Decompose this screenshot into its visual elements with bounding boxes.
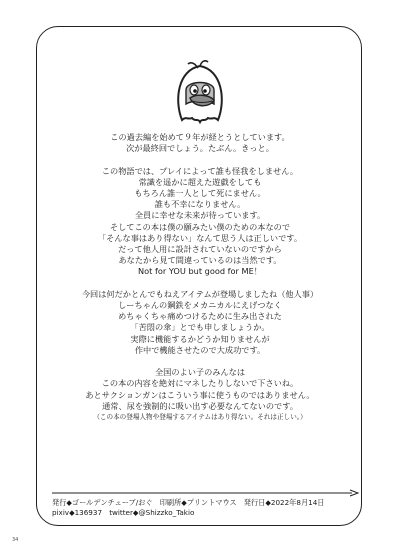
mascot-ghost-icon	[168, 60, 232, 128]
text-line: そしてこの本は僕の願みたい僕のための本なので	[109, 221, 291, 232]
text-line: この物語では、プレイによって誰も怪我をしません。	[101, 165, 299, 176]
text-line: 「そんな事はあり得ない」なんて思う人は正しいです。	[97, 232, 303, 243]
text-line: だって他人用に設計されていないのですから	[118, 244, 282, 255]
colophon-contact-line: pixiv◆136937 twitter◆@Shizzko_Takio	[52, 508, 195, 517]
text-line: 作中で機能させたので大成功です。	[134, 344, 266, 355]
text-line: あなたから見て間違っているのは当然です。	[118, 255, 282, 266]
text-line: この過去編を始めて９年が経とうとしています。	[110, 132, 290, 142]
text-line: 通常、尿を強制的に吸い出す必要なんてないのです。	[102, 400, 298, 411]
text-line: 誰も不幸になりません。	[154, 199, 246, 210]
text-line: 次が最終回でしょう。たぶん。きっと。	[126, 143, 274, 154]
colophon-publisher-line: 発行◆ゴールデンチューブ/おぐ 印刷所◆プリントマウス 発行日◆2022年8月14日	[52, 498, 325, 507]
text-line: もちろん誰一人として死にません。	[134, 188, 266, 198]
text-line: 実際に機能するかどうか知りませんが	[130, 333, 270, 344]
text-line: めちゃくちゃ痛めつけるために生み出された	[118, 311, 282, 322]
text-line: あとサクションガンはこういう事に使うものではありません。	[85, 389, 315, 400]
text-line: しーちゃんの鋼鉄をメカニカルにえげつなく	[118, 300, 282, 311]
divider-arrow-icon	[52, 489, 362, 497]
paragraph-1	[40, 132, 360, 154]
paragraph-2	[40, 166, 360, 278]
paragraph-3	[40, 289, 360, 356]
text-line: 全国のよい子のみんなは	[154, 367, 246, 378]
text-line: 「苦悶の傘」とでも申しましょうか。	[130, 322, 270, 333]
text-line: 今回は何だかとんでもねえアイテムが登場しましたね（他人事）	[81, 288, 319, 299]
paragraph-4	[40, 367, 360, 422]
page-number: 34	[12, 537, 19, 543]
text-line: 全員に幸せな未来が待っています。	[134, 210, 266, 221]
afterword-text	[40, 132, 360, 433]
colophon	[52, 498, 362, 518]
text-line: 常識を遥かに超えた遊戯をしても	[138, 176, 262, 187]
text-line: Not for YOU but good for ME！	[138, 266, 262, 277]
text-line: この本の内容を絶対にマネしたりしないで下さいね。	[101, 378, 299, 389]
small-note: （この本の登場人物や登場するアイテムはあり得ない。それは正しい。）	[93, 413, 307, 422]
